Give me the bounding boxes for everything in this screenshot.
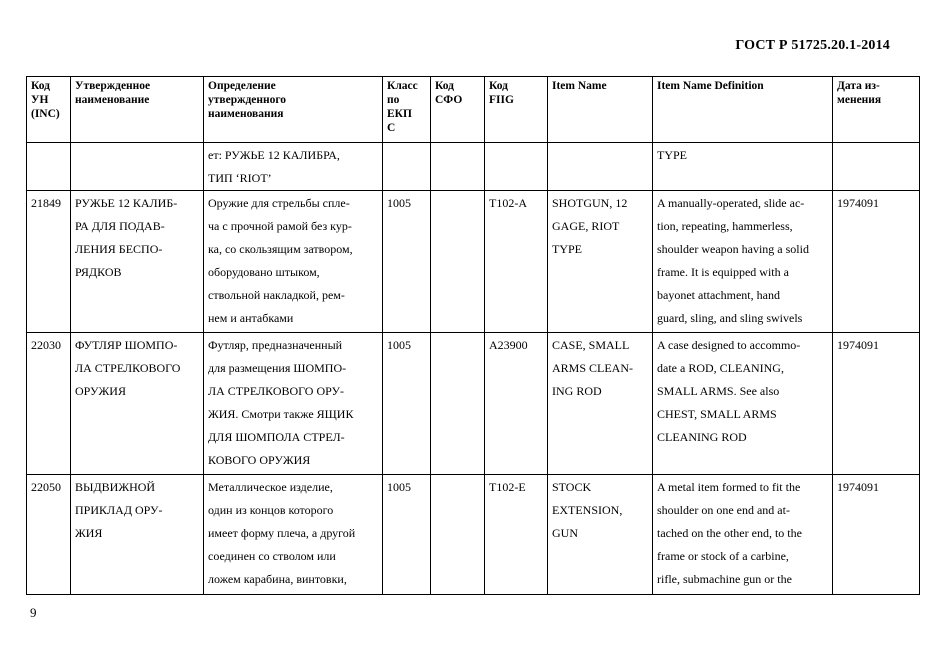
cell-approved-name: РУЖЬЕ 12 КАЛИБ- РА ДЛЯ ПОДАВ- ЛЕНИЯ БЕСПО- РЯДКОВ	[71, 191, 204, 333]
cell-sfo	[431, 333, 485, 475]
cell-item-definition: A manually-operated, slide ac- tion, repeating, hammerless, shoulder weapon having a solid frame. It is equipped with a bayonet attachment, hand guard, sling, and sling swivels	[653, 191, 833, 333]
cell-fiig: T102-E	[485, 475, 548, 595]
col-header-approved-name: Утвержденное наименование	[71, 77, 204, 143]
cell-item-definition: A metal item formed to fit the shoulder on one end and at- tached on the other end, to the frame or stock of a carbine, rifle, submachine gun or the	[653, 475, 833, 595]
cell-item-name: SHOTGUN, 12 GAGE, RIOT TYPE	[548, 191, 653, 333]
col-header-definition: Определение утвержденного наименования	[204, 77, 383, 143]
page-number: 9	[30, 605, 37, 620]
cell-sfo	[431, 475, 485, 595]
col-header-sfo: Код СФО	[431, 77, 485, 143]
cell-inc	[27, 143, 71, 191]
table-row	[27, 333, 920, 475]
cell-item-definition: TYPE	[653, 143, 833, 191]
cell-definition: Футляр, предназначенный для размещения ШОМПО- ЛА СТРЕЛКОВОГО ОРУ- ЖИЯ. Смотри также ЯЩИК ДЛЯ ШОМПОЛА СТРЕЛ- КОВОГО ОРУЖИЯ	[204, 333, 383, 475]
cell-date: 1974091	[833, 191, 920, 333]
standard-number: ГОСТ Р 51725.20.1-2014	[735, 38, 890, 53]
cell-inc: 21849	[27, 191, 71, 333]
cell-class: 1005	[383, 475, 431, 595]
col-header-item-name-definition: Item Name Definition	[653, 77, 833, 143]
cell-class: 1005	[383, 191, 431, 333]
col-header-item-name: Item Name	[548, 77, 653, 143]
cell-sfo	[431, 191, 485, 333]
cell-fiig: T102-A	[485, 191, 548, 333]
cell-approved-name: ФУТЛЯР ШОМПО- ЛА СТРЕЛКОВОГО ОРУЖИЯ	[71, 333, 204, 475]
catalog-table	[26, 76, 920, 595]
cell-fiig	[485, 143, 548, 191]
cell-item-name	[548, 143, 653, 191]
col-header-fiig: Код FIIG	[485, 77, 548, 143]
cell-fiig: A23900	[485, 333, 548, 475]
cell-definition: ет: РУЖЬЕ 12 КАЛИБРА, ТИП ‘RIOT’	[204, 143, 383, 191]
cell-inc: 22050	[27, 475, 71, 595]
cell-item-name: STOCK EXTENSION, GUN	[548, 475, 653, 595]
table-header-row	[27, 77, 920, 143]
table-row	[27, 143, 920, 191]
col-header-change-date: Дата из- менения	[833, 77, 920, 143]
cell-class: 1005	[383, 333, 431, 475]
cell-item-name: CASE, SMALL ARMS CLEAN- ING ROD	[548, 333, 653, 475]
cell-definition: Оружие для стрельбы спле- ча с прочной рамой без кур- ка, со скользящим затвором, оборудовано штыком, ствольной накладкой, рем- нем и антабками	[204, 191, 383, 333]
cell-class	[383, 143, 431, 191]
cell-inc: 22030	[27, 333, 71, 475]
cell-date: 1974091	[833, 333, 920, 475]
col-header-class: Класс по ЕКП С	[383, 77, 431, 143]
cell-date	[833, 143, 920, 191]
cell-item-definition: A case designed to accommo- date a ROD, CLEANING, SMALL ARMS. See also CHEST, SMALL ARMS CLEANING ROD	[653, 333, 833, 475]
table-row	[27, 475, 920, 595]
cell-date: 1974091	[833, 475, 920, 595]
cell-sfo	[431, 143, 485, 191]
cell-definition: Металлическое изделие, один из концов которого имеет форму плеча, а другой соединен со стволом или ложем карабина, винтовки,	[204, 475, 383, 595]
col-header-inc: Код УН (INC)	[27, 77, 71, 143]
cell-approved-name	[71, 143, 204, 191]
table-row	[27, 191, 920, 333]
cell-approved-name: ВЫДВИЖНОЙ ПРИКЛАД ОРУ- ЖИЯ	[71, 475, 204, 595]
